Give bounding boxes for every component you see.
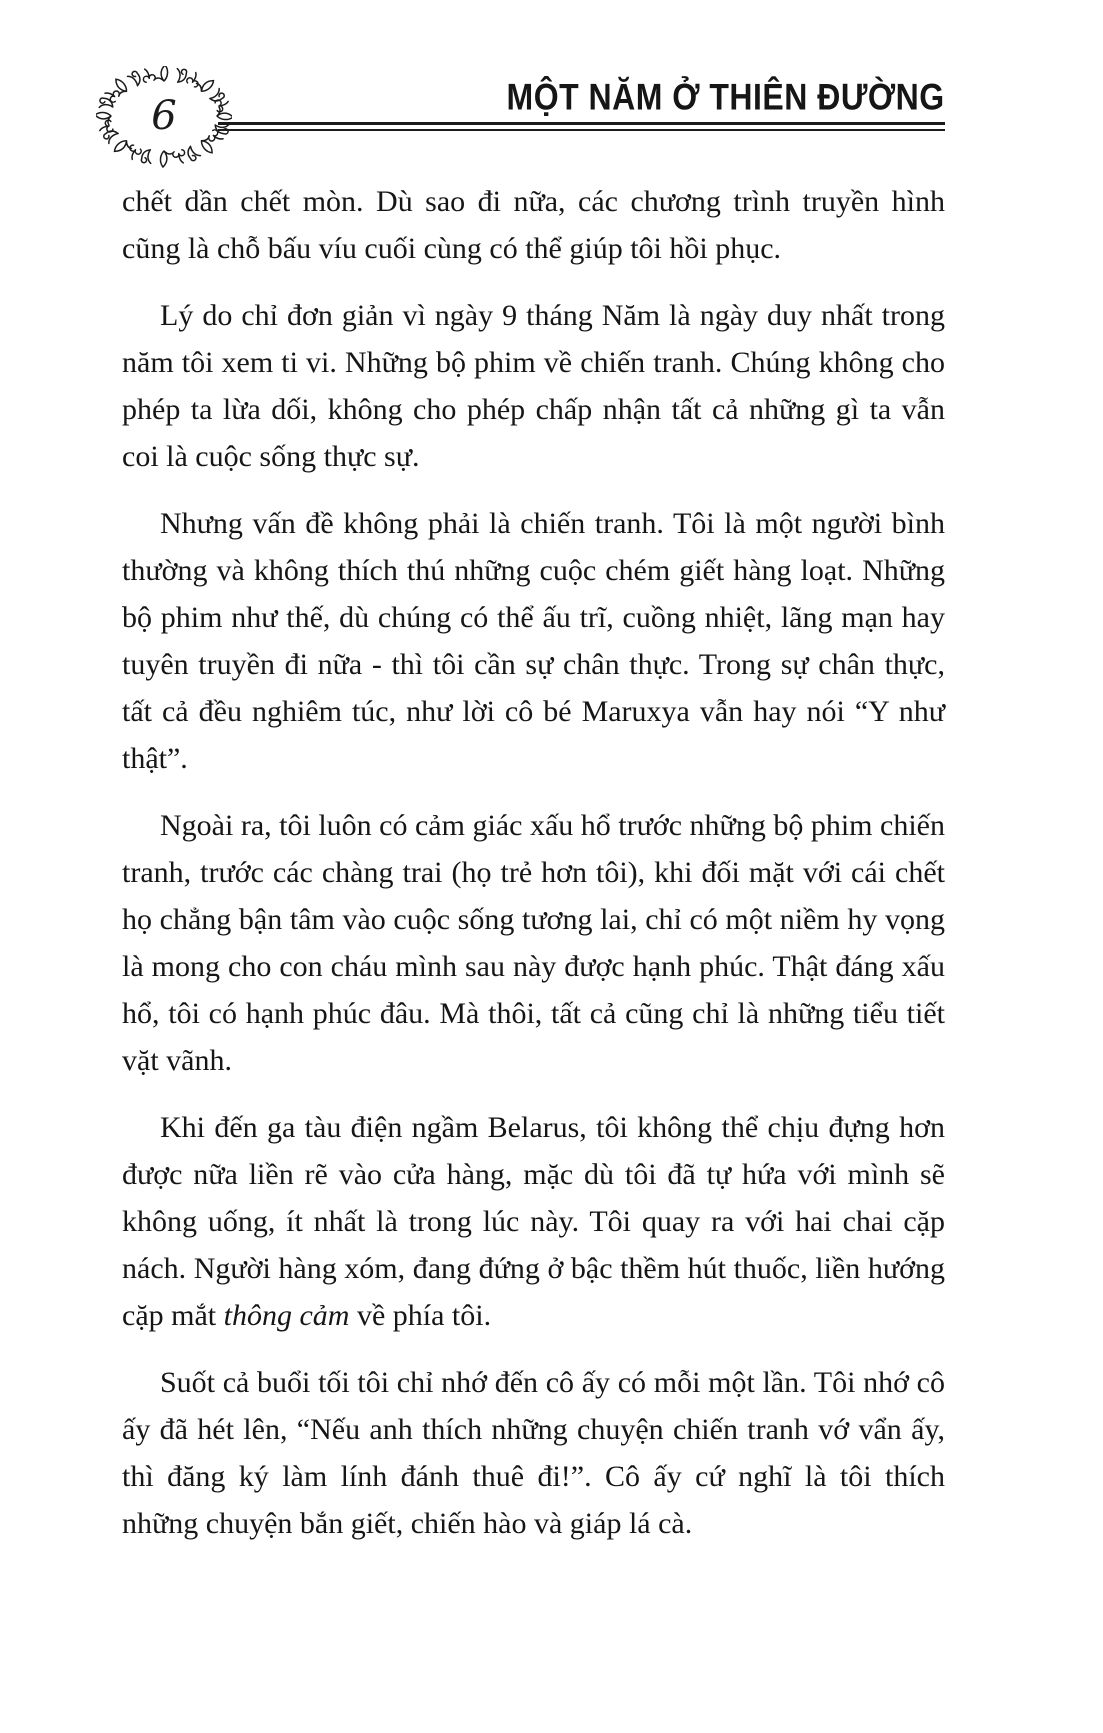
paragraph [122,1359,945,1547]
page-number-ornament [96,66,232,170]
paragraph [122,802,945,1084]
text-run: Lý do chỉ đơn giản vì ngày 9 tháng Năm là ngày duy nhất trong năm tôi xem ti vi. Những bộ phim về chiến tranh. Chúng không cho phép ta lừa dối, không cho phép chấp nhận tất cả những gì ta vẫn coi là cuộc sống thực sự. [122,299,945,473]
paragraph [122,178,945,272]
paragraph [122,1104,945,1339]
header-rule [218,122,945,131]
text-run: Ngoài ra, tôi luôn có cảm giác xấu hổ trước những bộ phim chiến tranh, trước các chàng trai (họ trẻ hơn tôi), khi đối mặt với cái chết họ chẳng bận tâm vào cuộc sống tương lai, chỉ có một niềm hy vọng là mong cho con cháu mình sau này được hạnh phúc. Thật đáng xấu hổ, tôi có hạnh phúc đâu. Mà thôi, tất cả cũng chỉ là những tiểu tiết vặt vãnh. [122,809,945,1077]
paragraph [122,500,945,782]
text-run: chết dần chết mòn. Dù sao đi nữa, các chương trình truyền hình cũng là chỗ bấu víu cuối cùng có thể giúp tôi hồi phục. [122,185,945,265]
text-run: Nhưng vấn đề không phải là chiến tranh. Tôi là một người bình thường và không thích thú những cuộc chém giết hàng loạt. Những bộ phim như thế, dù chúng có thể ấu trĩ, cuồng nhiệt, lãng mạn hay tuyên truyền đi nữa - thì tôi cần sự chân thực. Trong sự chân thực, tất cả đều nghiêm túc, như lời cô bé Maruxya vẫn hay nói “Y như thật”. [122,507,945,775]
running-title: MỘT NĂM Ở THIÊN ĐƯỜNG [506,75,945,118]
page-body [122,178,945,1567]
text-run: Suốt cả buổi tối tôi chỉ nhớ đến cô ấy có mỗi một lần. Tôi nhớ cô ấy đã hét lên, “Nếu anh thích những chuyện chiến tranh vớ vẩn ấy, thì đăng ký làm lính đánh thuê đi!”. Cô ấy cứ nghĩ là tôi thích những chuyện bắn giết, chiến hào và giáp lá cà. [122,1366,945,1540]
paragraph [122,292,945,480]
page-number: 6 [151,93,177,139]
text-run: về phía tôi. [349,1299,492,1332]
text-run: Khi đến ga tàu điện ngầm Belarus, tôi không thể chịu đựng hơn được nữa liền rẽ vào cửa hàng, mặc dù tôi đã tự hứa với mình sẽ không uống, ít nhất là trong lúc này. Tôi quay ra với hai chai cặp nách. Người hàng xóm, đang đứng ở bậc thềm hút thuốc, liền hướng cặp mắt [122,1111,945,1332]
italic-text: thông cảm [223,1299,350,1332]
